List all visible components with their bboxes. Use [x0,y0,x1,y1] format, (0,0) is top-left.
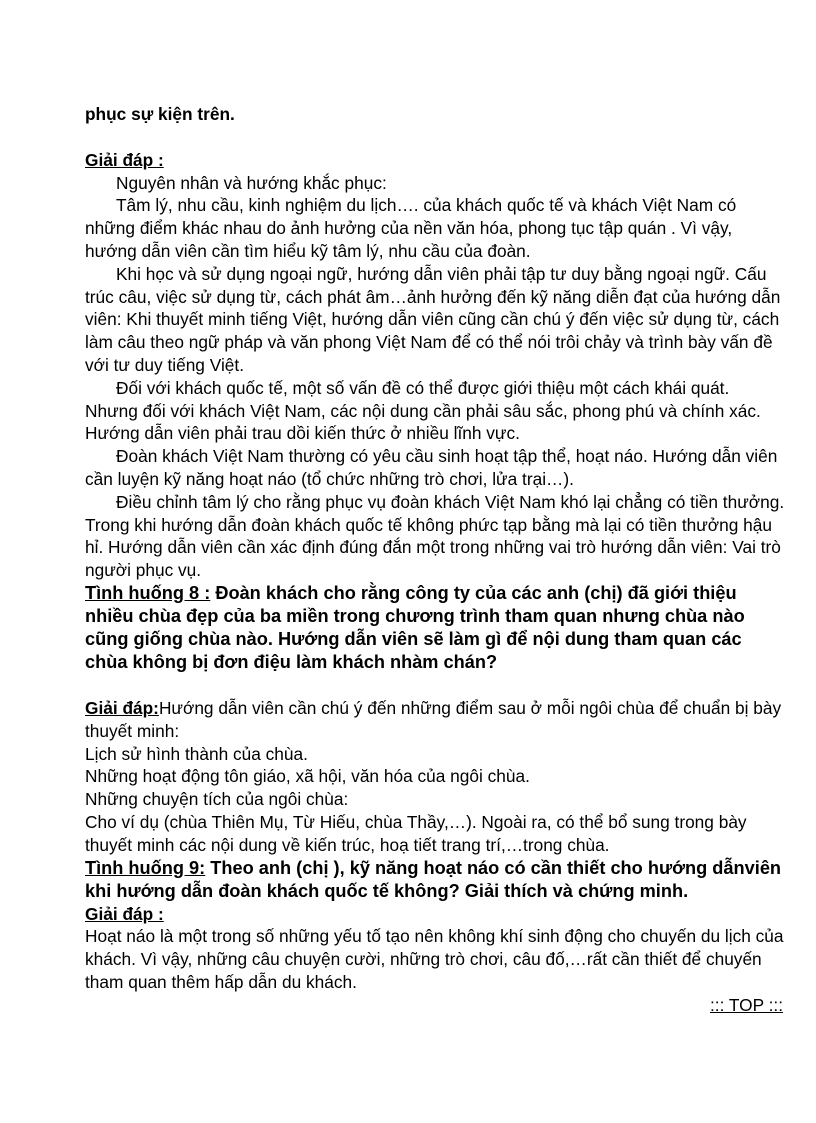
paragraph: Đoàn khách Việt Nam thường có yêu cầu sinh hoạt tập thể, hoạt náo. Hướng dẫn viên cần luyện kỹ năng hoạt náo (tổ chức những trò chơi, lửa trại…). [85,446,778,489]
paragraph: Điều chỉnh tâm lý cho rằng phục vụ đoàn khách Việt Nam khó lại chẳng có tiền thưởng. Trong khi hướng dẫn đoàn khách quốc tế không phức tạp bằng mà lại có tiền thưởng hậu hỉ. Hướng dẫn viên cần xác định đúng đắn một trong những vai trò hướng dẫn viên: Vai trò người phục vụ. [85,491,785,581]
situation-9 [85,857,785,903]
situation-8-answer [85,697,785,743]
situation-8-label: Tình huống 8 : [85,582,211,603]
situation-8-question: Đoàn khách cho rằng công ty của các anh (chị) đã giới thiệu nhiều chùa đẹp của ba miền trong chương trình tham quan nhưng chùa nào cũng giống chùa nào. Hướng dẫn viên sẽ làm gì để nội dung tham quan các chùa không bị đơn điệu làm khách nhàm chán? [85,582,745,672]
situation-8 [85,582,785,674]
paragraph: Tâm lý, nhu cầu, kinh nghiệm du lịch…. của khách quốc tế và khách Việt Nam có những điểm khác nhau do ảnh hưởng của nền văn hóa, phong tục tập quán . Vì vậy, hướng dẫn viên cần tìm hiểu kỹ tâm lý, nhu cầu của đoàn. [85,195,737,261]
top-fragment: phục sự kiện trên. [85,104,235,124]
answer-label: Giải đáp : [85,149,164,170]
answer-label: Giải đáp: [85,697,159,718]
situation-9-answer: Hoạt náo là một trong số những yếu tố tạo nên không khí sinh động cho chuyến du lịch của khách. Vì vậy, những câu chuyện cười, những trò chơi, câu đố,…rất cần thiết để chuyến tham quan thêm hấp dẫn du khách. [85,926,784,992]
answer-label: Giải đáp : [85,903,164,924]
paragraph: Đối với khách quốc tế, một số vấn đề có thể được giới thiệu một cách khái quát. Nhưng đối với khách Việt Nam, các nội dung cần phải sâu sắc, phong phú và chính xác. Hướng dẫn viên phải trau dồi kiến thức ở nhiều lĩnh vực. [85,377,761,444]
list-item: Những hoạt động tôn giáo, xã hội, văn hóa của ngôi chùa. [85,766,530,787]
top-link[interactable]: ::: TOP ::: [710,994,783,1015]
list-item: Những chuyện tích của ngôi chùa: [85,789,349,810]
document-page [85,103,785,1017]
situation-9-label: Tình huống 9: [85,857,206,878]
list-item: Cho ví dụ (chùa Thiên Mụ, Từ Hiếu, chùa Thầy,…). Ngoài ra, có thể bổ sung trong bày thuyết minh các nội dung về kiến trúc, hoạ tiết trang trí,…trong chùa. [85,811,747,855]
situation-9-question: Theo anh (chị ), kỹ năng hoạt náo có cần thiết cho hướng dẫnviên khi hướng dẫn đoàn khách quốc tế không? Giải thích và chứng minh. [85,857,782,901]
list-item: Lịch sử hình thành của chùa. [85,743,308,764]
paragraph: Khi học và sử dụng ngoại ngữ, hướng dẫn viên phải tập tư duy bằng ngoại ngữ. Cấu trúc câu, việc sử dụng từ, cách phát âm…ảnh hưởng đến kỹ năng diễn đạt của hướng dẫn viên: Khi thuyết minh tiếng Việt, hướng dẫn viên cũng cần chú ý đến việc sử dụng từ, cách làm câu theo ngữ pháp và văn phong Việt Nam để có thể nói trôi chảy và trình bày vấn đề với tư duy tiếng Việt. [85,263,781,375]
answer-intro: Hướng dẫn viên cần chú ý đến những điểm sau ở mỗi ngôi chùa để chuẩn bị bày thuyết minh: [85,697,782,741]
cause-heading: Nguyên nhân và hướng khắc phục: [116,172,387,193]
